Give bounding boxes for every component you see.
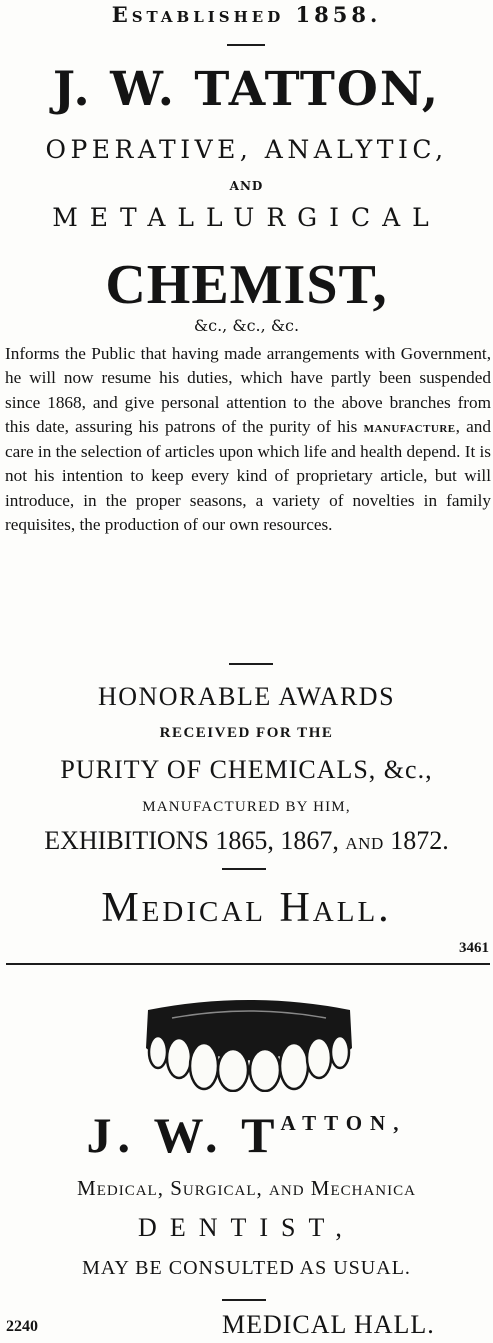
divider xyxy=(222,868,266,870)
established-line: Established 1858. xyxy=(111,2,382,27)
divider xyxy=(229,663,273,665)
exhibitions-and: AND xyxy=(345,834,384,853)
medical-hall-heading: Medical Hall. xyxy=(101,885,392,931)
ad-number: 3461 xyxy=(459,940,489,956)
subtitle-operative: OPERATIVE, ANALYTIC, xyxy=(45,135,448,164)
ad-separator-rule xyxy=(6,963,490,965)
manufactured-by-line: MANUFACTURED BY HIM, xyxy=(142,799,351,815)
subtitle-metallurgical: METALLURGICAL xyxy=(52,203,441,232)
dentist-name-small: ATTON, xyxy=(280,1111,407,1135)
body-text-manufacture: manufacture xyxy=(363,419,456,436)
dentures-illustration-icon xyxy=(142,996,356,1092)
purity-line: PURITY OF CHEMICALS, &c., xyxy=(60,755,433,784)
headline-chemist: CHEMIST, xyxy=(105,254,388,316)
advertiser-name: J. W. TATTON, xyxy=(52,62,441,117)
subtitle-and: AND xyxy=(229,179,264,193)
dentist-name xyxy=(0,1106,493,1164)
divider xyxy=(222,1299,266,1301)
ad-number: 2240 xyxy=(6,1318,38,1335)
consulted-line: MAY BE CONSULTED AS USUAL. xyxy=(82,1257,411,1279)
body-text-part2: , and care in the selection of articles upon which life and health depend. It is not his intention to keep every kind of proprietary article, but will introduce, in the proper seasons, a variety of novelties in family requisites, the production of our own resources. xyxy=(5,416,491,535)
dentist-name-large: J. W. T xyxy=(86,1107,281,1163)
divider xyxy=(227,44,265,46)
exhibitions-prefix: EXHIBITIONS 1865, 1867, xyxy=(44,826,346,855)
exhibitions-line xyxy=(0,826,493,856)
honorable-awards-heading: HONORABLE AWARDS xyxy=(97,682,396,711)
etc-line: &c., &c., &c. xyxy=(193,316,300,335)
received-for-line: RECEIVED FOR THE xyxy=(159,725,334,741)
medical-hall-footer: MEDICAL HALL. xyxy=(222,1310,435,1339)
dentist-heading: DENTIST, xyxy=(138,1213,355,1242)
body-text-part1: Informs the Public that having made arrangements with Government, he will now resume his duties, which have partly been suspended since 1868, and give personal attention to the above branches from this date, assuring his patrons of the purity of his xyxy=(5,344,491,436)
medical-surgical-line: Medical, Surgical, and Mechanica xyxy=(77,1176,416,1200)
body-paragraph xyxy=(5,342,491,537)
exhibitions-suffix: 1872. xyxy=(383,826,449,855)
